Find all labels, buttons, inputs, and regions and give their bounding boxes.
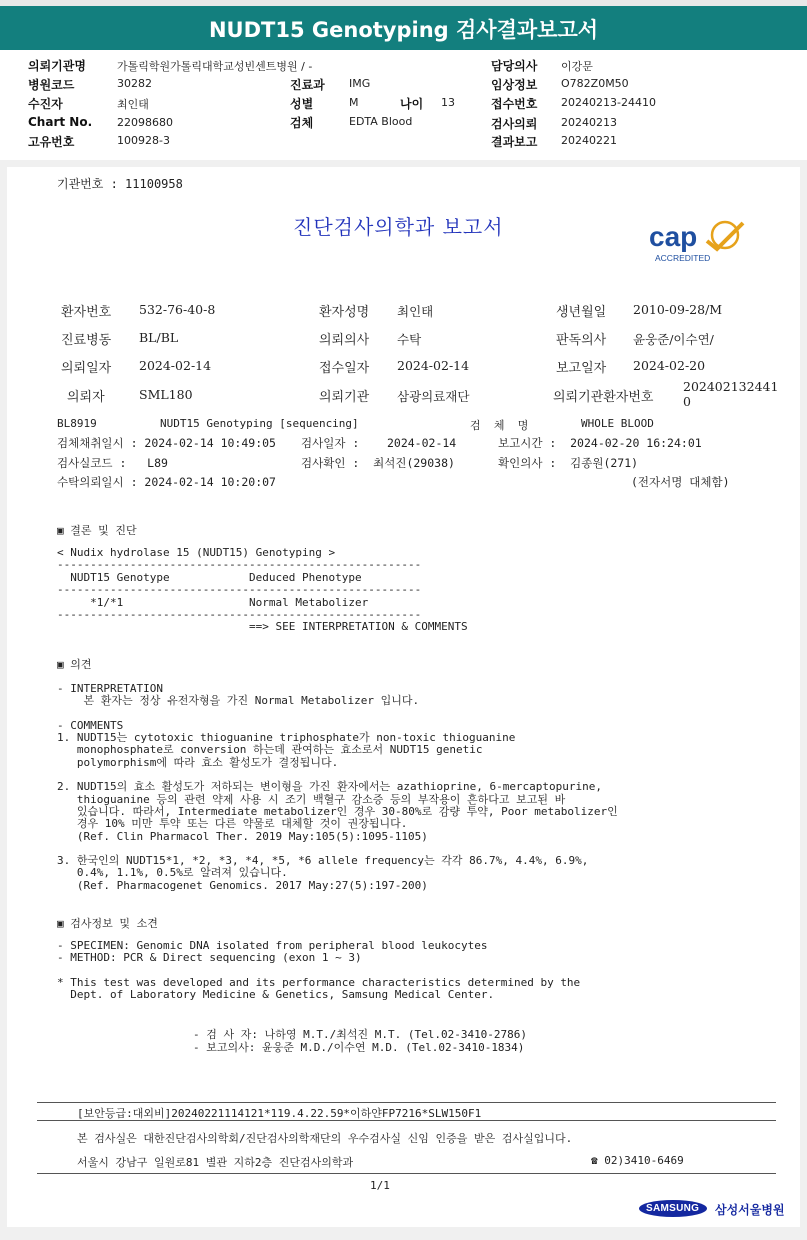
electronic-signature-note: (전자서명 대체함) bbox=[631, 475, 730, 489]
cap-logo-sub: ACCREDITED bbox=[655, 253, 711, 263]
value-age: 13 bbox=[441, 96, 455, 109]
label-org-patient-no: 의뢰기관환자번호 bbox=[553, 390, 654, 405]
result-line: ------------------------------------------------------- bbox=[57, 558, 422, 571]
value-ward: BL/BL bbox=[139, 330, 179, 345]
test-date: 검사일자 : 2024-02-14 bbox=[301, 436, 457, 450]
label-requesting-institution: 의뢰기관명 bbox=[28, 59, 86, 73]
value-clinical-info: O782Z0M50 bbox=[561, 77, 629, 90]
institution-number: 기관번호 : 11100958 bbox=[57, 177, 183, 191]
opinion-line: polymorphism에 따라 효소 활성도가 결정됩니다. bbox=[57, 755, 339, 769]
label-patient: 수진자 bbox=[28, 97, 63, 111]
value-unique-no: 100928-3 bbox=[117, 134, 170, 147]
result-line: *1/*1 Normal Metabolizer bbox=[57, 596, 369, 609]
label-sex: 성별 bbox=[290, 97, 314, 111]
security-line: [보안등급:대외비]20240221114121*119.4.22.59*이하얀FP7216*SLW150F1 bbox=[77, 1107, 482, 1120]
label-unique-no: 고유번호 bbox=[28, 135, 75, 149]
opinion-line: 3. 한국인의 NUDT15*1, *2, *3, *4, *5, *6 allele frequency는 각각 86.7%, 4.4%, 6.9%, bbox=[57, 854, 589, 868]
consign-datetime: 수탁의뢰일시 : 2024-02-14 10:20:07 bbox=[57, 475, 276, 489]
value-result-report: 20240221 bbox=[561, 134, 617, 147]
lab-phone: ☎ 02)3410-6469 bbox=[591, 1154, 684, 1167]
label-attending-doctor: 담당의사 bbox=[491, 59, 538, 73]
opinion-line: - INTERPRETATION bbox=[57, 682, 163, 695]
result-section-title: ▣ 결론 및 진단 bbox=[57, 524, 137, 537]
label-reading-doctor: 판독의사 bbox=[556, 333, 607, 348]
opinion-line: (Ref. Clin Pharmacol Ther. 2019 May:105(5):1095-1105) bbox=[57, 829, 428, 843]
result-line: ------------------------------------------------------- bbox=[57, 583, 422, 596]
opinion-line: 0.4%, 1.1%, 0.5%로 알려져 있습니다. bbox=[57, 866, 288, 880]
label-result-report: 결과보고 bbox=[491, 135, 538, 149]
label-specimen: 검체 bbox=[290, 116, 314, 130]
certification-line: 본 검사실은 대한진단검사의학회/진단검사의학재단의 우수검사실 신임 인증을 받은 검사실입니다. bbox=[77, 1132, 573, 1145]
label-requesting-doctor: 의뢰의사 bbox=[319, 333, 370, 348]
label-age: 나이 bbox=[400, 97, 424, 111]
opinion-line: 경우 10% 미만 투약 또는 다른 약물로 대체할 것이 권장됩니다. bbox=[57, 817, 408, 831]
value-sex: M bbox=[349, 96, 359, 109]
result-line: ------------------------------------------------------- bbox=[57, 608, 422, 621]
report-time: 보고시간 : 2024-02-20 16:24:01 bbox=[498, 436, 702, 450]
value-patient-name: 최인태 bbox=[397, 304, 434, 319]
label-ward: 진료병동 bbox=[61, 333, 112, 348]
value-accession-no: 20240213-24410 bbox=[561, 96, 656, 109]
opinion-line: thioguanine 등의 관련 약제 사용 시 조기 백혈구 감소증 등의 부작용이 흔하다고 보고된 바 bbox=[57, 792, 566, 806]
result-line: NUDT15 Genotype Deduced Phenotype bbox=[57, 571, 362, 584]
result-line: < Nudix hydrolase 15 (NUDT15) Genotyping > bbox=[57, 546, 336, 559]
label-department: 진료과 bbox=[290, 78, 325, 92]
signer-technologist: - 검 사 자: 나하영 M.T./최석진 M.T. (Tel.02-3410-2786) bbox=[193, 1028, 528, 1041]
label-patient-name: 환자성명 bbox=[319, 305, 370, 320]
label-receipt-date: 접수일자 bbox=[319, 361, 370, 376]
value-requesting-institution: 가톨릭학원가톨릭대학교성빈센트병원 / - bbox=[117, 60, 313, 73]
report-document bbox=[7, 167, 800, 1227]
value-patient-no: 532-76-40-8 bbox=[139, 302, 216, 317]
label-accession-no: 접수번호 bbox=[491, 97, 538, 111]
label-requesting-org: 의뢰기관 bbox=[319, 390, 370, 405]
value-request-date: 2024-02-14 bbox=[139, 358, 212, 373]
result-line: ==> SEE INTERPRETATION & COMMENTS bbox=[57, 620, 468, 633]
test-name: NUDT15 Genotyping [sequencing] bbox=[160, 417, 359, 430]
samsung-logo-text: SAMSUNG bbox=[646, 1203, 700, 1214]
footer-divider bbox=[37, 1120, 776, 1121]
lab-address: 서울시 강남구 일원로81 별관 지하2층 진단검사의학과 bbox=[77, 1156, 354, 1169]
opinion-line bbox=[57, 708, 618, 720]
value-attending-doctor: 이강문 bbox=[561, 60, 593, 73]
value-dob: 2010-09-28/M bbox=[633, 302, 723, 317]
footer-divider bbox=[37, 1102, 776, 1103]
label-requester: 의뢰자 bbox=[67, 390, 105, 405]
label-test-request: 검사의뢰 bbox=[491, 117, 538, 131]
info-line: - METHOD: PCR & Direct sequencing (exon 1 ~ 3) bbox=[57, 951, 362, 965]
value-patient: 최인태 bbox=[117, 98, 149, 111]
info-line: Dept. of Laboratory Medicine & Genetics, Samsung Medical Center. bbox=[57, 988, 495, 1002]
samsung-hospital-logo bbox=[639, 1197, 799, 1221]
page-number: 1/1 bbox=[370, 1179, 390, 1192]
info-line: - SPECIMEN: Genomic DNA isolated from peripheral blood leukocytes bbox=[57, 939, 488, 952]
value-department: IMG bbox=[349, 77, 371, 90]
signer-reporting-doctor: - 보고의사: 윤웅준 M.D./이수연 M.D. (Tel.02-3410-1834) bbox=[193, 1041, 525, 1054]
opinion-line: - COMMENTS bbox=[57, 718, 124, 732]
value-requesting-doctor: 수탁 bbox=[397, 332, 422, 347]
opinion-line: 2. NUDT15의 효소 활성도가 저하되는 변이형을 가진 환자에서는 azathioprine, 6-mercaptopurine, bbox=[57, 780, 603, 794]
specimen-name: WHOLE BLOOD bbox=[581, 417, 654, 430]
test-confirm: 검사확인 : 최석진(29038) bbox=[301, 456, 455, 470]
specimen-label: 검 체 명 bbox=[470, 419, 529, 432]
label-request-date: 의뢰일자 bbox=[61, 361, 112, 376]
info-line: * This test was developed and its performance characteristics determined by the bbox=[57, 975, 581, 989]
opinion-line: 본 환자는 정상 유전자형을 가진 Normal Metabolizer 입니다. bbox=[57, 694, 420, 708]
hospital-logo-text: 삼성서울병원 bbox=[715, 1203, 785, 1217]
report-title: NUDT15 Genotyping 검사결과보고서 bbox=[208, 18, 599, 42]
value-test-request: 20240213 bbox=[561, 116, 617, 129]
collection-datetime: 검체채취일시 : 2024-02-14 10:49:05 bbox=[57, 436, 276, 450]
value-specimen: EDTA Blood bbox=[349, 115, 413, 128]
opinion-line: monophosphate로 conversion 하는데 관여하는 효소로서 NUDT15 genetic bbox=[57, 743, 483, 757]
value-requester: SML180 bbox=[139, 387, 193, 402]
label-report-date: 보고일자 bbox=[556, 361, 607, 376]
header-panel bbox=[0, 50, 807, 160]
label-clinical-info: 임상정보 bbox=[491, 78, 538, 92]
value-receipt-date: 2024-02-14 bbox=[397, 358, 470, 373]
label-dob: 생년월일 bbox=[556, 305, 607, 320]
footer-divider bbox=[37, 1173, 776, 1174]
value-chart-no: 22098680 bbox=[117, 116, 173, 129]
lab-code: 검사실코드 : L89 bbox=[57, 456, 168, 470]
confirm-doctor: 확인의사 : 김종원(271) bbox=[498, 456, 639, 470]
opinion-line: (Ref. Pharmacogenet Genomics. 2017 May:27(5):197-200) bbox=[57, 878, 428, 892]
lab-report-title: 진단검사의학과 보고서 bbox=[293, 215, 504, 239]
opinion-line: 있습니다. 따라서, Intermediate metabolizer인 경우 30-80%로 감량 투약, Poor metabolizer인 bbox=[57, 804, 618, 818]
opinion-line: 1. NUDT15는 cytotoxic thioguanine triphosphate가 non-toxic thioguanine bbox=[57, 731, 516, 745]
value-reading-doctor: 윤웅준/이수연/ bbox=[633, 332, 714, 347]
opinion-section-title: ▣ 의견 bbox=[57, 658, 92, 671]
title-bar bbox=[0, 0, 807, 50]
label-patient-no: 환자번호 bbox=[61, 305, 112, 320]
info-block bbox=[57, 940, 580, 1001]
value-org-patient-no-1: 202402132441 bbox=[683, 379, 779, 394]
label-chart-no: Chart No. bbox=[28, 115, 93, 129]
cap-logo-text: cap bbox=[649, 221, 698, 252]
label-hospital-code: 병원코드 bbox=[28, 78, 75, 92]
value-org-patient-no-2: 0 bbox=[683, 394, 691, 409]
test-code: BL8919 bbox=[57, 417, 97, 430]
cap-accredited-logo bbox=[647, 219, 747, 267]
info-section-title: ▣ 검사정보 및 소견 bbox=[57, 917, 158, 930]
opinion-block bbox=[57, 683, 618, 892]
value-hospital-code: 30282 bbox=[117, 77, 152, 90]
value-report-date: 2024-02-20 bbox=[633, 358, 706, 373]
value-requesting-org: 삼광의료재단 bbox=[397, 389, 470, 404]
